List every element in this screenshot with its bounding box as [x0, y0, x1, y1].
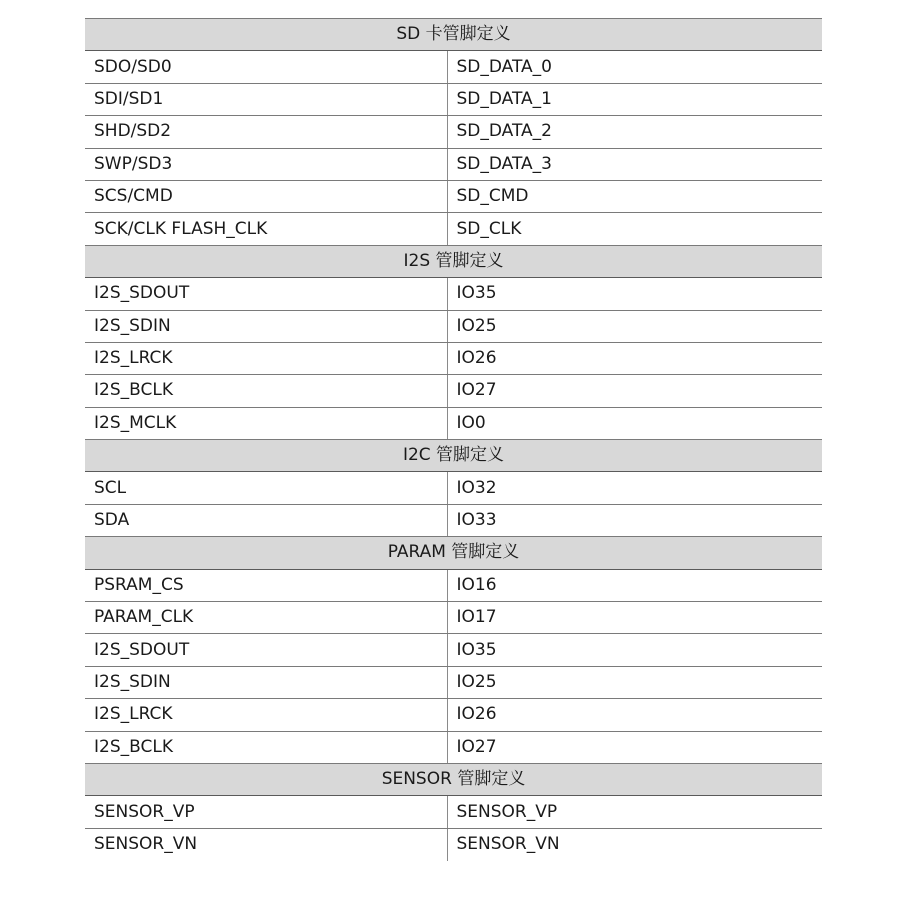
signal-name-cell: I2S_LRCK	[85, 342, 447, 374]
pin-assignment-cell: IO35	[447, 278, 822, 310]
signal-name-cell: I2S_BCLK	[85, 375, 447, 407]
signal-name-cell: SDO/SD0	[85, 51, 447, 83]
pin-assignment-cell: SENSOR_VN	[456, 834, 560, 855]
pin-assignment-cell: IO27	[447, 731, 822, 763]
table-row	[85, 504, 822, 536]
pin-assignment-cell: SD_DATA_1	[447, 83, 822, 115]
table-row	[85, 83, 822, 115]
table-row	[85, 407, 822, 439]
signal-name-cell: I2S_SDOUT	[85, 278, 447, 310]
pin-assignment-cell: SD_DATA_3	[447, 148, 822, 180]
pin-assignment-cell: SD_DATA_0	[447, 51, 822, 83]
table-row	[85, 666, 822, 698]
table-row	[85, 375, 822, 407]
table-row	[85, 278, 822, 310]
table-row	[85, 634, 822, 666]
signal-name-cell: SHD/SD2	[85, 116, 447, 148]
pin-assignment-cell: IO35	[447, 634, 822, 666]
pin-assignment-cell: IO17	[447, 602, 822, 634]
pin-table-body	[85, 19, 822, 861]
table-row	[85, 148, 822, 180]
pin-assignment-cell: IO32	[447, 472, 822, 504]
pin-assignment-cell: IO26	[447, 699, 822, 731]
table-row	[85, 699, 822, 731]
pin-definition-table	[85, 18, 822, 861]
signal-name-cell: I2S_SDIN	[85, 666, 447, 698]
section-header-row	[85, 19, 822, 51]
pin-assignment-cell: SD_DATA_2	[447, 116, 822, 148]
table-row	[85, 472, 822, 504]
signal-name-cell: PSRAM_CS	[85, 569, 447, 601]
pin-assignment-cell: IO26	[447, 342, 822, 374]
section-header-row	[85, 245, 822, 277]
signal-name-cell: SDI/SD1	[85, 83, 447, 115]
pin-assignment-cell: SENSOR_VP	[447, 796, 822, 828]
table-row	[85, 51, 822, 83]
table-row	[85, 731, 822, 763]
table-row	[85, 796, 822, 828]
section-title: SENSOR 管脚定义	[85, 763, 822, 795]
pin-assignment-cell: IO25	[447, 666, 822, 698]
table-row	[85, 310, 822, 342]
signal-name-cell: I2S_SDIN	[85, 310, 447, 342]
section-title: I2C 管脚定义	[85, 440, 822, 472]
signal-name-cell: SCS/CMD	[85, 180, 447, 212]
table-row	[85, 180, 822, 212]
signal-name-cell: PARAM_CLK	[85, 602, 447, 634]
pin-assignment-cell: SD_CLK	[447, 213, 822, 245]
table-row	[85, 828, 822, 860]
section-header-row	[85, 537, 822, 569]
table-row	[85, 602, 822, 634]
pin-assignment-cell: IO27	[447, 375, 822, 407]
signal-name-cell: SDA	[85, 504, 447, 536]
section-header-row	[85, 440, 822, 472]
table-row	[85, 116, 822, 148]
pin-assignment-cell: IO25	[447, 310, 822, 342]
signal-name-cell: I2S_MCLK	[85, 407, 447, 439]
table-row	[85, 569, 822, 601]
pin-assignment-cell: IO0	[447, 407, 822, 439]
signal-name-cell: SENSOR_VP	[85, 796, 447, 828]
signal-name-cell: SWP/SD3	[85, 148, 447, 180]
pin-assignment-cell: IO16	[447, 569, 822, 601]
signal-name-cell: SCL	[85, 472, 447, 504]
signal-name-cell: I2S_SDOUT	[85, 634, 447, 666]
pin-assignment-cell: SD_CMD	[447, 180, 822, 212]
section-header-row	[85, 763, 822, 795]
signal-name-cell: I2S_LRCK	[85, 699, 447, 731]
pin-assignment-cell: IO33	[447, 504, 822, 536]
section-title: SD 卡管脚定义	[85, 19, 822, 51]
signal-name-cell: SCK/CLK FLASH_CLK	[85, 213, 447, 245]
table-row	[85, 213, 822, 245]
signal-name-cell: I2S_BCLK	[85, 731, 447, 763]
table-row	[85, 342, 822, 374]
signal-name-cell: SENSOR_VN	[85, 828, 447, 860]
section-title: I2S 管脚定义	[85, 245, 822, 277]
section-title: PARAM 管脚定义	[85, 537, 822, 569]
